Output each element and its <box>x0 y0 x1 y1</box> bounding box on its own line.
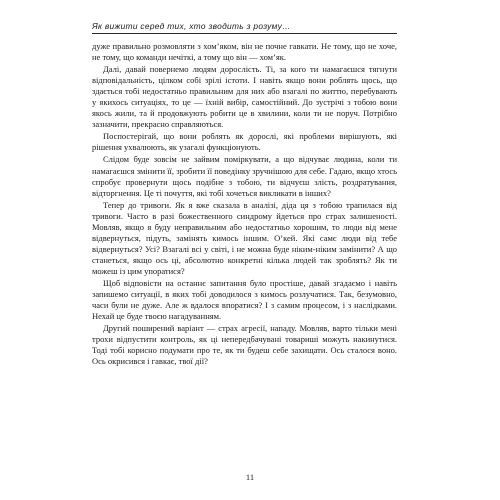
paragraph: дуже правильно розмовляти з хом’яком, він не почне гавкати. Не тому, що не хоче, не тому, що команди нечіткі, а тому що він — хом’як. <box>92 41 397 63</box>
paragraph: Слідом буде зовсім не зайвим поміркувати, а що відчуває людина, коли ти намагаєшся змінити її, зробити її поведінку зручнішою для себе. Гадаю, якщо хтось спробує провернути щось подібне з тобою, ти відчуєш злість, роздратування, відторгнення. Це ті почуття, які тобі хочеться викликати в інших? <box>92 154 397 198</box>
page-number: 11 <box>245 472 255 482</box>
running-header: Як вижити серед тих, хто зводить з розуму… <box>92 21 291 31</box>
header-rule <box>92 33 397 34</box>
paragraph: Другий поширений варіант — страх агресії, нападу. Мовляв, варто тільки мені трохи відпустити контроль, як ці непередбачувані товариші можуть накинутися. Тоді тобі корисно подумати про те, як ти будеш себе захищати. Ось сталося воно. Ось окрисився і гавкає, твої дії? <box>92 323 397 367</box>
paragraph: Щоб відповісти на останнє запитання було простіше, давай згадаємо і навіть запишемо ситуації, в яких тобі доводилося з кимось розлучатися. Так, безумовно, часи були не дуже. Але ж вдалося впоратися? І з самим процесом, і з наслідками. Нехай це буде твоєю нагадуванням. <box>92 277 397 322</box>
body-text <box>92 41 397 368</box>
paragraph: Тепер до тривоги. Як я вже сказала в аналізі, діда ця з тобою трапилася від тривоги. Часто в разі божественного синдрому йдеться про страх залишеності. Мовляв, якщо я буду неправильним або недостатньо хорошим, то люди від мене відвернуться, підуть, замінять кимось іншим. О’кей. Які самє люди від тебе відвернуться? Усі? Взагалі всі у світі, і не можна буде ніким-ніким замінити? А що станеться, якщо ось ці, абсолютно конкретні кілька людей так зроблять? Як ти можеш із цим упоратися? <box>92 199 397 276</box>
paragraph: Далі, давай повернемо людям дорослість. Ті, за кого ти намагаєшся тягнути відповідальність, цілком собі зрілі істоти. І навіть якщо вони роблять щось, що здається тобі недостатньо правильним для них або взагалі по життю, перебувають у якихось ситуаціях, то це — їхній вибір, самостійний. До зустрічі з тобою вони якось жили, та й продовжують робити це в хвилини, коли ти не поруч. Потрібно зазначити, прекрасно справляються. <box>92 64 397 130</box>
paragraph: Поспостерігай, що вони роблять як дорослі, які проблеми вирішують, які рішення ухвалюють, як узагалі функціонують. <box>92 131 397 153</box>
